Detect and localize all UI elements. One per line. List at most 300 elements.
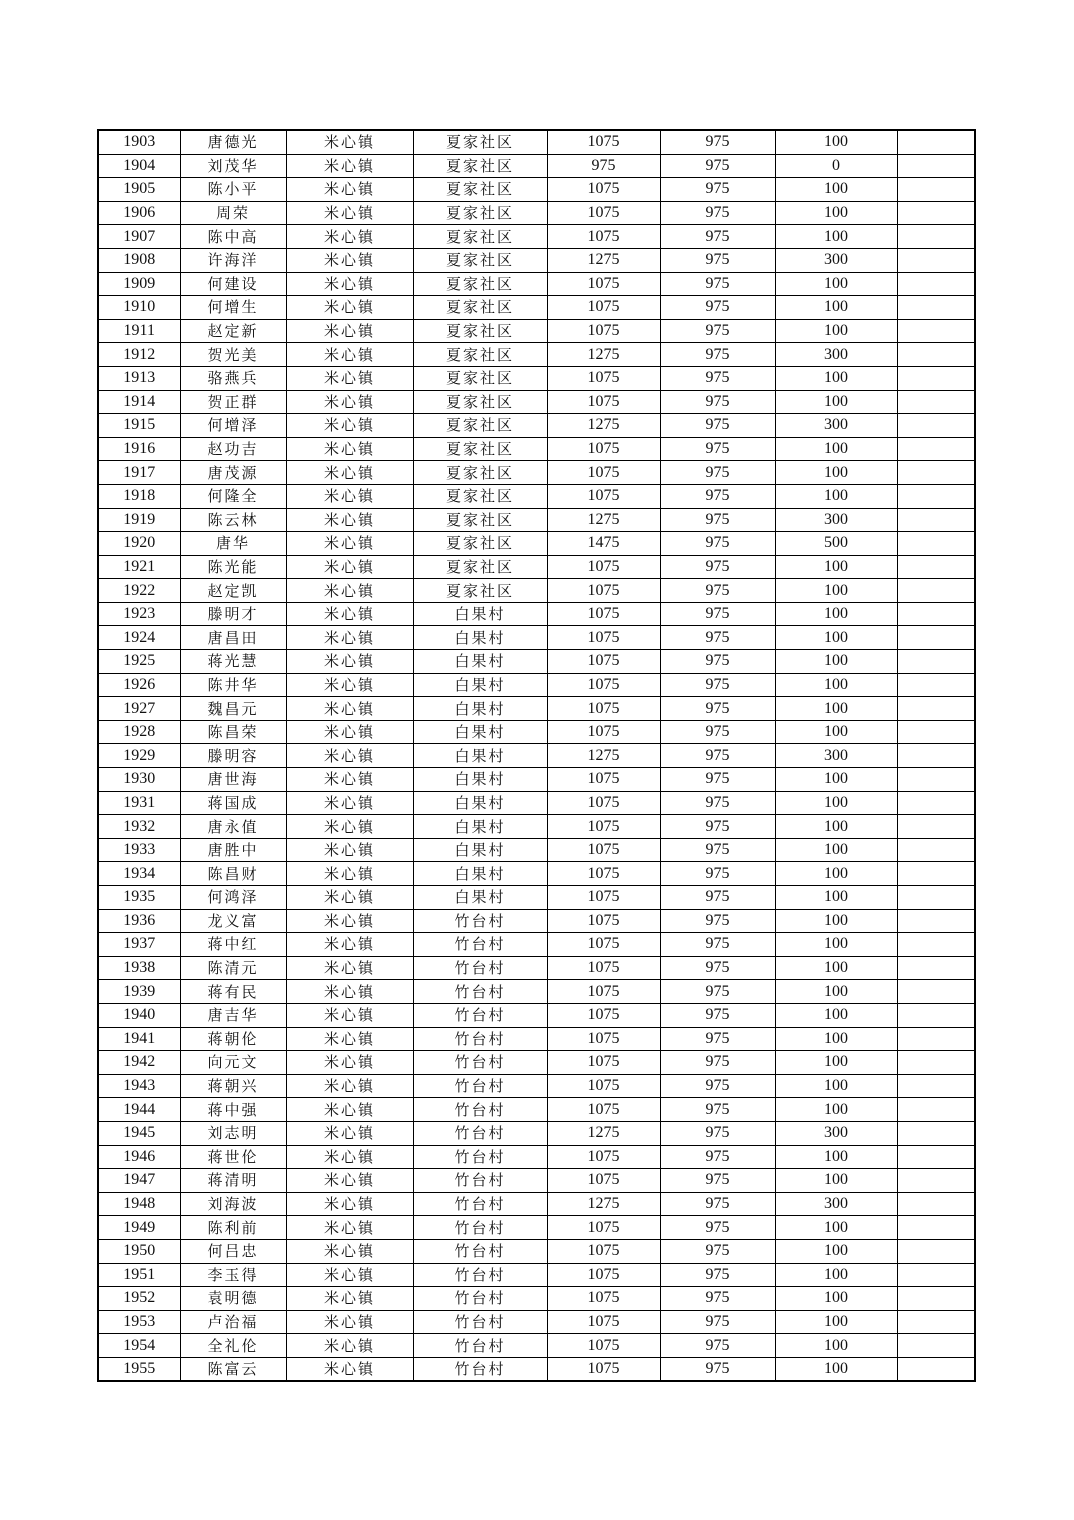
amount-a-cell: 1075 <box>547 697 660 721</box>
town-cell: 米心镇 <box>286 980 413 1004</box>
difference-cell: 100 <box>775 555 897 579</box>
serial-number-cell: 1935 <box>98 886 180 910</box>
serial-number-cell: 1912 <box>98 343 180 367</box>
serial-number-cell: 1927 <box>98 697 180 721</box>
serial-number-cell: 1952 <box>98 1287 180 1311</box>
amount-a-cell: 975 <box>547 154 660 178</box>
remark-cell <box>897 154 975 178</box>
difference-cell: 100 <box>775 1263 897 1287</box>
amount-a-cell: 1075 <box>547 130 660 154</box>
town-cell: 米心镇 <box>286 248 413 272</box>
table-row <box>98 1357 975 1381</box>
amount-b-cell: 975 <box>660 1334 775 1358</box>
amount-a-cell: 1075 <box>547 1310 660 1334</box>
amount-a-cell: 1075 <box>547 1169 660 1193</box>
town-cell: 米心镇 <box>286 1239 413 1263</box>
name-cell: 刘志明 <box>180 1121 286 1145</box>
town-cell: 米心镇 <box>286 296 413 320</box>
amount-b-cell: 975 <box>660 980 775 1004</box>
amount-a-cell: 1075 <box>547 909 660 933</box>
name-cell: 魏昌元 <box>180 697 286 721</box>
name-cell: 蒋中红 <box>180 933 286 957</box>
difference-cell: 100 <box>775 1334 897 1358</box>
serial-number-cell: 1919 <box>98 508 180 532</box>
town-cell: 米心镇 <box>286 437 413 461</box>
town-cell: 米心镇 <box>286 1051 413 1075</box>
difference-cell: 100 <box>775 1027 897 1051</box>
remark-cell <box>897 414 975 438</box>
serial-number-cell: 1909 <box>98 272 180 296</box>
town-cell: 米心镇 <box>286 1098 413 1122</box>
difference-cell: 100 <box>775 626 897 650</box>
name-cell: 何隆全 <box>180 484 286 508</box>
amount-a-cell: 1075 <box>547 1074 660 1098</box>
village-cell: 竹台村 <box>413 1287 547 1311</box>
town-cell: 米心镇 <box>286 673 413 697</box>
difference-cell: 100 <box>775 720 897 744</box>
remark-cell <box>897 508 975 532</box>
difference-cell: 100 <box>775 980 897 1004</box>
remark-cell <box>897 1169 975 1193</box>
remark-cell <box>897 886 975 910</box>
table-row <box>98 1121 975 1145</box>
name-cell: 蒋光慧 <box>180 650 286 674</box>
village-cell: 夏家社区 <box>413 178 547 202</box>
village-cell: 夏家社区 <box>413 272 547 296</box>
village-cell: 白果村 <box>413 815 547 839</box>
amount-a-cell: 1075 <box>547 178 660 202</box>
serial-number-cell: 1924 <box>98 626 180 650</box>
amount-a-cell: 1075 <box>547 933 660 957</box>
name-cell: 赵定凯 <box>180 579 286 603</box>
table-row <box>98 768 975 792</box>
table-row <box>98 484 975 508</box>
amount-a-cell: 1075 <box>547 956 660 980</box>
amount-b-cell: 975 <box>660 1051 775 1075</box>
amount-a-cell: 1275 <box>547 414 660 438</box>
amount-a-cell: 1475 <box>547 532 660 556</box>
amount-b-cell: 975 <box>660 626 775 650</box>
serial-number-cell: 1916 <box>98 437 180 461</box>
difference-cell: 100 <box>775 886 897 910</box>
amount-a-cell: 1075 <box>547 626 660 650</box>
town-cell: 米心镇 <box>286 626 413 650</box>
name-cell: 蒋清明 <box>180 1169 286 1193</box>
name-cell: 滕明容 <box>180 744 286 768</box>
village-cell: 夏家社区 <box>413 154 547 178</box>
table-row <box>98 366 975 390</box>
table-row <box>98 720 975 744</box>
village-cell: 白果村 <box>413 886 547 910</box>
table-row <box>98 909 975 933</box>
name-cell: 陈中高 <box>180 225 286 249</box>
village-cell: 竹台村 <box>413 1003 547 1027</box>
difference-cell: 100 <box>775 319 897 343</box>
serial-number-cell: 1928 <box>98 720 180 744</box>
serial-number-cell: 1930 <box>98 768 180 792</box>
serial-number-cell: 1949 <box>98 1216 180 1240</box>
difference-cell: 500 <box>775 532 897 556</box>
town-cell: 米心镇 <box>286 1169 413 1193</box>
serial-number-cell: 1903 <box>98 130 180 154</box>
name-cell: 蒋有民 <box>180 980 286 1004</box>
difference-cell: 100 <box>775 650 897 674</box>
amount-b-cell: 975 <box>660 1169 775 1193</box>
name-cell: 贺光美 <box>180 343 286 367</box>
amount-a-cell: 1075 <box>547 791 660 815</box>
difference-cell: 300 <box>775 414 897 438</box>
remark-cell <box>897 437 975 461</box>
serial-number-cell: 1947 <box>98 1169 180 1193</box>
name-cell: 唐吉华 <box>180 1003 286 1027</box>
village-cell: 竹台村 <box>413 1239 547 1263</box>
remark-cell <box>897 296 975 320</box>
amount-b-cell: 975 <box>660 1310 775 1334</box>
town-cell: 米心镇 <box>286 1192 413 1216</box>
amount-a-cell: 1075 <box>547 366 660 390</box>
village-cell: 夏家社区 <box>413 437 547 461</box>
amount-b-cell: 975 <box>660 437 775 461</box>
serial-number-cell: 1906 <box>98 201 180 225</box>
difference-cell: 100 <box>775 1051 897 1075</box>
serial-number-cell: 1923 <box>98 602 180 626</box>
name-cell: 何增泽 <box>180 414 286 438</box>
table-row <box>98 602 975 626</box>
serial-number-cell: 1933 <box>98 838 180 862</box>
serial-number-cell: 1942 <box>98 1051 180 1075</box>
remark-cell <box>897 272 975 296</box>
village-cell: 竹台村 <box>413 1334 547 1358</box>
table-row <box>98 1145 975 1169</box>
table-row <box>98 1334 975 1358</box>
name-cell: 蒋朝伦 <box>180 1027 286 1051</box>
difference-cell: 100 <box>775 225 897 249</box>
amount-b-cell: 975 <box>660 862 775 886</box>
village-cell: 夏家社区 <box>413 343 547 367</box>
difference-cell: 300 <box>775 1192 897 1216</box>
difference-cell: 100 <box>775 909 897 933</box>
town-cell: 米心镇 <box>286 1121 413 1145</box>
amount-a-cell: 1075 <box>547 296 660 320</box>
amount-a-cell: 1075 <box>547 862 660 886</box>
amount-a-cell: 1075 <box>547 461 660 485</box>
amount-b-cell: 975 <box>660 319 775 343</box>
remark-cell <box>897 1310 975 1334</box>
remark-cell <box>897 1334 975 1358</box>
amount-b-cell: 975 <box>660 673 775 697</box>
table-row <box>98 626 975 650</box>
town-cell: 米心镇 <box>286 720 413 744</box>
difference-cell: 100 <box>775 815 897 839</box>
serial-number-cell: 1939 <box>98 980 180 1004</box>
town-cell: 米心镇 <box>286 178 413 202</box>
village-cell: 夏家社区 <box>413 296 547 320</box>
table-row <box>98 1287 975 1311</box>
difference-cell: 100 <box>775 130 897 154</box>
serial-number-cell: 1925 <box>98 650 180 674</box>
serial-number-cell: 1921 <box>98 555 180 579</box>
table-row <box>98 838 975 862</box>
town-cell: 米心镇 <box>286 579 413 603</box>
remark-cell <box>897 579 975 603</box>
amount-b-cell: 975 <box>660 343 775 367</box>
amount-a-cell: 1275 <box>547 1192 660 1216</box>
serial-number-cell: 1917 <box>98 461 180 485</box>
difference-cell: 100 <box>775 1216 897 1240</box>
table-row <box>98 956 975 980</box>
amount-a-cell: 1075 <box>547 272 660 296</box>
difference-cell: 100 <box>775 697 897 721</box>
name-cell: 蒋世伦 <box>180 1145 286 1169</box>
amount-a-cell: 1075 <box>547 673 660 697</box>
remark-cell <box>897 1003 975 1027</box>
amount-b-cell: 975 <box>660 1263 775 1287</box>
town-cell: 米心镇 <box>286 862 413 886</box>
village-cell: 竹台村 <box>413 956 547 980</box>
amount-a-cell: 1075 <box>547 1098 660 1122</box>
amount-b-cell: 975 <box>660 791 775 815</box>
difference-cell: 100 <box>775 838 897 862</box>
serial-number-cell: 1915 <box>98 414 180 438</box>
amount-a-cell: 1075 <box>547 484 660 508</box>
serial-number-cell: 1955 <box>98 1357 180 1381</box>
difference-cell: 100 <box>775 461 897 485</box>
amount-b-cell: 975 <box>660 1145 775 1169</box>
town-cell: 米心镇 <box>286 130 413 154</box>
amount-b-cell: 975 <box>660 697 775 721</box>
serial-number-cell: 1914 <box>98 390 180 414</box>
village-cell: 竹台村 <box>413 1145 547 1169</box>
name-cell: 唐德光 <box>180 130 286 154</box>
table-row <box>98 225 975 249</box>
town-cell: 米心镇 <box>286 697 413 721</box>
village-cell: 竹台村 <box>413 1169 547 1193</box>
remark-cell <box>897 933 975 957</box>
remark-cell <box>897 1287 975 1311</box>
table-row <box>98 791 975 815</box>
remark-cell <box>897 744 975 768</box>
serial-number-cell: 1904 <box>98 154 180 178</box>
town-cell: 米心镇 <box>286 1310 413 1334</box>
name-cell: 唐永值 <box>180 815 286 839</box>
serial-number-cell: 1926 <box>98 673 180 697</box>
town-cell: 米心镇 <box>286 956 413 980</box>
serial-number-cell: 1948 <box>98 1192 180 1216</box>
town-cell: 米心镇 <box>286 1287 413 1311</box>
village-cell: 白果村 <box>413 838 547 862</box>
serial-number-cell: 1954 <box>98 1334 180 1358</box>
amount-a-cell: 1075 <box>547 437 660 461</box>
village-cell: 白果村 <box>413 650 547 674</box>
town-cell: 米心镇 <box>286 319 413 343</box>
table-row <box>98 154 975 178</box>
remark-cell <box>897 1098 975 1122</box>
serial-number-cell: 1905 <box>98 178 180 202</box>
difference-cell: 300 <box>775 1121 897 1145</box>
amount-a-cell: 1075 <box>547 1003 660 1027</box>
difference-cell: 100 <box>775 1098 897 1122</box>
village-cell: 夏家社区 <box>413 390 547 414</box>
table-row <box>98 579 975 603</box>
amount-a-cell: 1075 <box>547 201 660 225</box>
amount-b-cell: 975 <box>660 390 775 414</box>
village-cell: 夏家社区 <box>413 579 547 603</box>
amount-b-cell: 975 <box>660 1239 775 1263</box>
amount-b-cell: 975 <box>660 909 775 933</box>
village-cell: 夏家社区 <box>413 461 547 485</box>
amount-b-cell: 975 <box>660 272 775 296</box>
table-row <box>98 461 975 485</box>
town-cell: 米心镇 <box>286 1027 413 1051</box>
difference-cell: 100 <box>775 1169 897 1193</box>
amount-b-cell: 975 <box>660 886 775 910</box>
serial-number-cell: 1951 <box>98 1263 180 1287</box>
amount-b-cell: 975 <box>660 461 775 485</box>
town-cell: 米心镇 <box>286 366 413 390</box>
remark-cell <box>897 248 975 272</box>
village-cell: 夏家社区 <box>413 484 547 508</box>
table-row <box>98 697 975 721</box>
name-cell: 陈昌荣 <box>180 720 286 744</box>
difference-cell: 100 <box>775 768 897 792</box>
difference-cell: 100 <box>775 579 897 603</box>
amount-b-cell: 975 <box>660 414 775 438</box>
difference-cell: 100 <box>775 602 897 626</box>
difference-cell: 100 <box>775 484 897 508</box>
table-row <box>98 1051 975 1075</box>
remark-cell <box>897 1239 975 1263</box>
amount-a-cell: 1075 <box>547 1357 660 1381</box>
village-cell: 白果村 <box>413 673 547 697</box>
amount-b-cell: 975 <box>660 1121 775 1145</box>
table-row <box>98 673 975 697</box>
difference-cell: 100 <box>775 1239 897 1263</box>
amount-b-cell: 975 <box>660 130 775 154</box>
name-cell: 唐华 <box>180 532 286 556</box>
name-cell: 滕明才 <box>180 602 286 626</box>
town-cell: 米心镇 <box>286 886 413 910</box>
table-row <box>98 508 975 532</box>
name-cell: 蒋朝兴 <box>180 1074 286 1098</box>
difference-cell: 100 <box>775 1145 897 1169</box>
serial-number-cell: 1934 <box>98 862 180 886</box>
amount-b-cell: 975 <box>660 178 775 202</box>
difference-cell: 100 <box>775 201 897 225</box>
remark-cell <box>897 343 975 367</box>
amount-a-cell: 1075 <box>547 720 660 744</box>
remark-cell <box>897 319 975 343</box>
village-cell: 竹台村 <box>413 1098 547 1122</box>
name-cell: 周荣 <box>180 201 286 225</box>
remark-cell <box>897 130 975 154</box>
name-cell: 龙义富 <box>180 909 286 933</box>
remark-cell <box>897 909 975 933</box>
name-cell: 陈小平 <box>180 178 286 202</box>
record-table <box>97 129 976 1382</box>
amount-b-cell: 975 <box>660 1287 775 1311</box>
remark-cell <box>897 555 975 579</box>
serial-number-cell: 1953 <box>98 1310 180 1334</box>
town-cell: 米心镇 <box>286 933 413 957</box>
town-cell: 米心镇 <box>286 154 413 178</box>
name-cell: 何吕忠 <box>180 1239 286 1263</box>
amount-b-cell: 975 <box>660 484 775 508</box>
town-cell: 米心镇 <box>286 1003 413 1027</box>
name-cell: 向元文 <box>180 1051 286 1075</box>
serial-number-cell: 1940 <box>98 1003 180 1027</box>
amount-a-cell: 1075 <box>547 1263 660 1287</box>
serial-number-cell: 1943 <box>98 1074 180 1098</box>
amount-a-cell: 1075 <box>547 980 660 1004</box>
remark-cell <box>897 1051 975 1075</box>
difference-cell: 100 <box>775 1003 897 1027</box>
town-cell: 米心镇 <box>286 555 413 579</box>
difference-cell: 100 <box>775 178 897 202</box>
remark-cell <box>897 1027 975 1051</box>
town-cell: 米心镇 <box>286 768 413 792</box>
town-cell: 米心镇 <box>286 909 413 933</box>
serial-number-cell: 1937 <box>98 933 180 957</box>
table-row <box>98 886 975 910</box>
amount-b-cell: 975 <box>660 366 775 390</box>
table-row <box>98 414 975 438</box>
table-row <box>98 650 975 674</box>
village-cell: 夏家社区 <box>413 532 547 556</box>
amount-a-cell: 1275 <box>547 343 660 367</box>
serial-number-cell: 1938 <box>98 956 180 980</box>
difference-cell: 0 <box>775 154 897 178</box>
town-cell: 米心镇 <box>286 815 413 839</box>
serial-number-cell: 1932 <box>98 815 180 839</box>
remark-cell <box>897 650 975 674</box>
difference-cell: 100 <box>775 1287 897 1311</box>
table-body <box>98 130 975 1381</box>
table-row <box>98 1239 975 1263</box>
table-row <box>98 1192 975 1216</box>
serial-number-cell: 1907 <box>98 225 180 249</box>
remark-cell <box>897 815 975 839</box>
name-cell: 许海洋 <box>180 248 286 272</box>
amount-b-cell: 975 <box>660 1216 775 1240</box>
table-row <box>98 201 975 225</box>
amount-a-cell: 1075 <box>547 555 660 579</box>
amount-a-cell: 1075 <box>547 1287 660 1311</box>
amount-b-cell: 975 <box>660 1098 775 1122</box>
village-cell: 白果村 <box>413 602 547 626</box>
amount-a-cell: 1075 <box>547 650 660 674</box>
serial-number-cell: 1918 <box>98 484 180 508</box>
town-cell: 米心镇 <box>286 1263 413 1287</box>
remark-cell <box>897 673 975 697</box>
town-cell: 米心镇 <box>286 1216 413 1240</box>
name-cell: 陈云林 <box>180 508 286 532</box>
town-cell: 米心镇 <box>286 201 413 225</box>
village-cell: 夏家社区 <box>413 414 547 438</box>
town-cell: 米心镇 <box>286 1334 413 1358</box>
name-cell: 陈富云 <box>180 1357 286 1381</box>
amount-a-cell: 1275 <box>547 744 660 768</box>
remark-cell <box>897 532 975 556</box>
amount-b-cell: 975 <box>660 154 775 178</box>
name-cell: 何增生 <box>180 296 286 320</box>
town-cell: 米心镇 <box>286 461 413 485</box>
name-cell: 赵功吉 <box>180 437 286 461</box>
town-cell: 米心镇 <box>286 1357 413 1381</box>
table-row <box>98 532 975 556</box>
table-row <box>98 1027 975 1051</box>
village-cell: 白果村 <box>413 744 547 768</box>
table-row <box>98 1216 975 1240</box>
